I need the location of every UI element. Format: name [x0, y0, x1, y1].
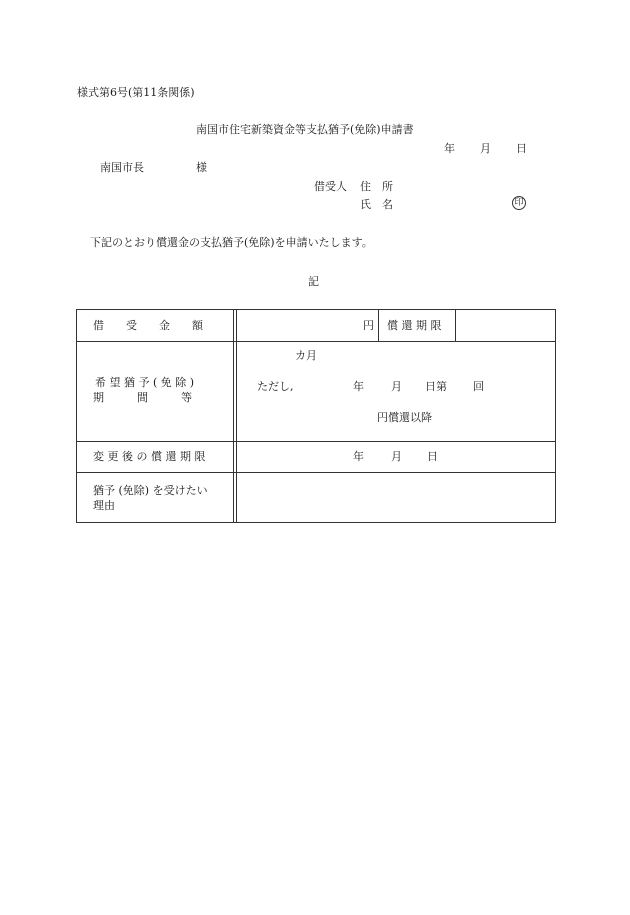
changed-period-day: 日: [427, 450, 438, 463]
applicant-role: 借受人: [314, 180, 347, 193]
changed-period-year: 年: [353, 450, 364, 463]
date-month-label: 月: [480, 142, 491, 155]
applicant-address-label: 住 所: [360, 180, 393, 193]
deferral-kai: 回: [473, 380, 484, 393]
date-year-label: 年: [444, 142, 455, 155]
seal-mark: 印: [512, 196, 526, 210]
reason-label-line2: 理由: [93, 499, 115, 512]
deferral-tadashi: ただし,: [257, 380, 294, 393]
changed-period-label: 変 更 後 の 償 還 期 限: [93, 450, 206, 463]
row-divider-2: [77, 441, 555, 442]
row1-divider-b: [455, 310, 456, 341]
addressee-name: 南国市長: [100, 161, 144, 174]
deferral-day-nth: 日第: [425, 380, 447, 393]
deferral-year: 年: [353, 380, 364, 393]
deferral-label-line2: 期 間 等: [93, 391, 192, 404]
deferral-months: カ月: [295, 349, 317, 362]
deferral-label-line1: 希 望 猶 予 ( 免 除 ): [95, 376, 195, 389]
statement-text: 下記のとおり償還金の支払猶予(免除)を申請いたします。: [90, 236, 373, 249]
ki-heading: 記: [308, 275, 319, 288]
addressee-honorific: 様: [196, 161, 207, 174]
row1-divider-a: [378, 310, 379, 341]
loan-amount-label: 借 受 金 額: [93, 319, 203, 332]
repayment-period-label: 償 還 期 限: [387, 319, 442, 332]
form-number: 様式第6号(第11条関係): [77, 86, 195, 99]
reason-label-line1: 猶予 (免除) を受けたい: [93, 484, 208, 497]
row-divider-3: [77, 472, 555, 473]
changed-period-month: 月: [391, 450, 402, 463]
row-divider-1: [77, 341, 555, 342]
deferral-month: 月: [391, 380, 402, 393]
deferral-after: 円償還以降: [377, 411, 432, 424]
document-title: 南国市住宅新築資金等支払猶予(免除)申請書: [196, 123, 414, 136]
applicant-name-label: 氏 名: [360, 198, 393, 211]
application-table: [76, 309, 556, 523]
loan-amount-unit: 円: [363, 319, 374, 332]
column-divider: [233, 310, 237, 522]
date-day-label: 日: [516, 142, 527, 155]
